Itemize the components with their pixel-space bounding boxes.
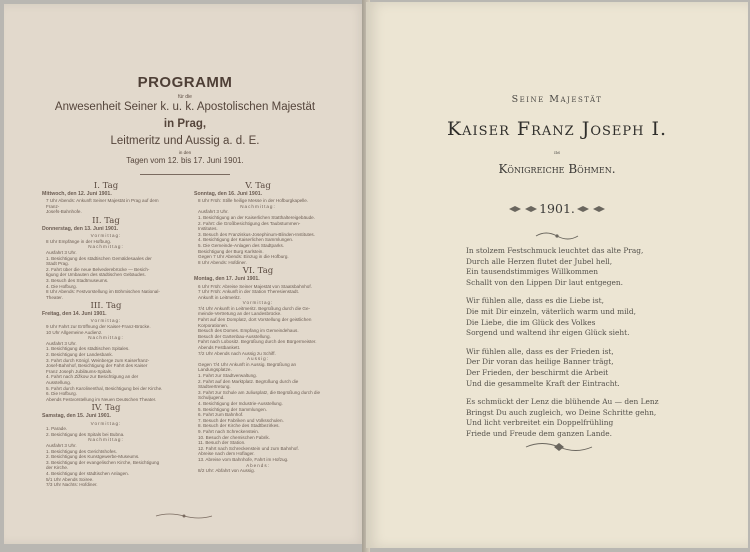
program-item: Josef-Bahnhof, Besichtigung der Fahrt des Kaiser	[46, 363, 148, 369]
program-item: 9 Uhr Fahrt zur Eröffnung der Kaiser-Franz-Brücke.	[46, 324, 151, 330]
poem-line: Friede und Freude dem ganzen Lande.	[466, 428, 612, 438]
program-item: 5. Fahrt durch Karolinenthal, Besichtigung bei der Kirche.	[46, 385, 163, 391]
program-fuer: für die	[178, 94, 192, 100]
program-item: 7 Uhr Früh: Ankunft in der Station Theresienstadt.	[198, 289, 300, 295]
program-item: 3. Besuch des Franziskus-Josephinum-Blinden-Institutes.	[198, 231, 315, 237]
program-item: 2. Fahrt auf den Marktplatz. Begrüßung durch die Stadtvertretung.	[198, 378, 299, 390]
dedication-seine-majestaet: Seine Majestät	[511, 94, 603, 105]
program-section-label: Nachmittag:	[88, 244, 124, 250]
dedication-year: 1901.	[539, 201, 575, 216]
program-day-heading: III. Tag	[90, 301, 122, 312]
program-item: 4. Besichtigung der Industrie-Ausstellung.	[198, 400, 283, 406]
poem-line: Die Liebe, die im Glück des Volkes	[466, 317, 596, 327]
program-item: 13. Abreise vom Bahnhofe, Fahrt im Hofzug.	[198, 456, 289, 462]
program-item: Abends Festbankett.	[198, 345, 241, 351]
program-item: 9. Fahrt nach Schreckenstein.	[198, 428, 260, 434]
program-item: 8 Uhr Abends: Festvorstellung im Böhmischen National-Theater.	[46, 289, 160, 300]
program-item: 3. Besuch des Stadtmuseums.	[46, 277, 109, 283]
program-day-date: Donnerstag, den 13. Juni 1901.	[42, 225, 119, 232]
program-item: der Kirche.	[46, 465, 69, 471]
program-item: 1. Besichtigung des Gerichtshofes.	[46, 448, 117, 454]
program-section-label: Vormittag:	[242, 300, 274, 306]
program-item: 10. Besuch der chemischen Fabrik.	[198, 434, 271, 440]
program-item: Gegen 7/4 Uhr Ankunft in Aussig. Begrüßung an Landungsplatze.	[198, 361, 297, 373]
program-item: 6 Uhr Früh: Abreise Seiner Majestät von Staatsbahnhof.	[198, 283, 312, 289]
poem-line: Und licht verbreitet ein Doppelfrühling	[466, 418, 614, 428]
program-item: meinde-Vertretung an der Landesbrücke.	[198, 311, 282, 317]
program-item: 8 Uhr Früh: Stille heilige Messe in der Hofburgkapelle.	[198, 198, 309, 204]
program-item: 4. Die Hofburg.	[46, 283, 77, 289]
program-item: 2. Fahrt über die neue Belvederebrücke — Besich-	[46, 266, 150, 272]
program-day-heading: IV. Tag	[91, 403, 121, 414]
program-item: Besichtigung der Burg Karlstein.	[198, 248, 264, 254]
program-day-date: Samstag, den 15. Juni 1901.	[42, 412, 111, 419]
program-title: PROGRAMM	[137, 74, 233, 91]
program-item: Abends Festvorstellung im Neuen Deutschen Theater.	[46, 396, 157, 402]
dedication-kingdom: Königreiche Böhmen.	[498, 162, 616, 176]
ornament-icon	[154, 512, 214, 520]
program-day-date: Sonntag, den 16. Juni 1901.	[194, 190, 263, 197]
program-section-label: Nachmittag:	[88, 335, 124, 341]
program-section-label: Nachmittag:	[88, 437, 124, 443]
program-day-date: Freitag, den 14. Juni 1901.	[42, 310, 107, 317]
program-dates: Tagen vom 12. bis 17. Juni 1901.	[126, 156, 244, 165]
program-item: Fahrt auf den Domplatz, dort Vorstellung der geistlichen Korporationen.	[198, 317, 312, 328]
program-item: 1. Parade.	[46, 426, 68, 432]
program-item: 4. Fahrt nach Zižkow zur Besichtigung an der	[46, 374, 139, 380]
program-section-label: Vormittag:	[90, 318, 122, 324]
program-day-heading: VI. Tag	[242, 266, 274, 277]
program-section-label: Vormittag:	[90, 420, 122, 426]
dedication-page	[366, 2, 748, 548]
program-item: Ausfahrt 3 Uhr.	[198, 209, 229, 215]
program-day-heading: V. Tag	[245, 181, 271, 191]
program-section-label: Nachmittag:	[240, 203, 276, 209]
program-day-heading: II. Tag	[92, 215, 120, 226]
program-column-left	[42, 180, 170, 488]
program-line-majesty: Anwesenheit Seiner k. u. k. Apostolischen Majestät	[54, 101, 316, 113]
program-item: 11. Besuch der Station.	[198, 440, 246, 446]
poem-stanza	[466, 296, 726, 338]
program-item: 1. Besichtigung an der Kaiserlichen Statthaltereigebäude.	[198, 214, 315, 220]
program-day-heading: I. Tag	[93, 181, 119, 191]
program-item: 1. Besichtigung des städtischen Spitales.	[46, 346, 130, 352]
program-item: 8. Besuch der Kirche des Stadtbezirkes.	[198, 423, 280, 429]
program-section-label: Vormittag:	[90, 233, 122, 239]
poem-stanza	[466, 397, 726, 439]
program-item: Abreise nach dem Hoflager.	[198, 451, 255, 457]
program-item: 6. Fahrt zum Bahnhof.	[198, 412, 244, 418]
dedication-kaiser-title: Kaiser Franz Joseph I.	[446, 118, 668, 140]
poem-line: Wir fühlen alle, dass es der Frieden ist,	[466, 346, 614, 356]
end-ornament-icon	[524, 440, 594, 454]
program-item: 7. Besuch der Fabriken und Volksschulen.	[198, 417, 284, 423]
poem-line: Bringst Du auch zugleich, wo Deine Schritte gehn,	[466, 407, 657, 417]
program-item: Gegen 7 Uhr Abends: Einzug in die Hofburg.	[198, 254, 289, 260]
program-item: 7 Uhr Abends: Ankunft Seiner Majestät in Prag auf dem Franz-	[46, 198, 159, 209]
divider	[140, 174, 230, 175]
program-item: 8 Uhr Empfänge in der Hofburg.	[46, 238, 112, 244]
poem-line: In stolzem Festschmuck leuchtet das alte Prag,	[466, 246, 644, 255]
program-item: 7/2 Uhr Abends nach Aussig zu Schiff.	[198, 350, 276, 356]
program-item: 3. Besichtigung der evangelischen Kirche, Besichtigung	[46, 459, 160, 465]
program-item: 12. Fahrt nach Schreckenstein und zum Bahnhof.	[198, 445, 299, 451]
program-item: 8 Uhr Abends: Hofdiner.	[198, 259, 247, 265]
program-item: 2. Besichtigung des Spitals bei Bubna.	[46, 431, 125, 437]
poem-line: Und die gesammelte Kraft der Eintracht.	[466, 378, 620, 388]
program-item: 1. Besichtigung des städtischen Gemäldesaales der	[46, 255, 152, 261]
program-item: 5. Besichtigung der Sammlungen.	[198, 406, 267, 412]
program-item: 4. Besichtigung der Kaiserlichen Sammlungen.	[198, 237, 294, 243]
program-item: Ausstellung.	[46, 380, 72, 385]
program-item: 10 Uhr Allgemeine Audienz.	[46, 329, 103, 335]
program-section-label: Aussig:	[246, 356, 270, 362]
program-item: 5. Die Gemeinde-Anlagen des Stadtparks.	[198, 242, 285, 248]
program-in-den: in den	[178, 150, 192, 155]
program-item: 7/3 Uhr Nachts: Hofdiner.	[46, 482, 98, 488]
poem-line: Der Dir voran das heilige Banner trägt,	[466, 357, 614, 367]
poem-line: Wir fühlen alle, dass es die Liebe ist,	[466, 296, 605, 306]
program-item: 2. Besichtigung des Kunstgewerbe-Museums.	[46, 454, 140, 460]
program-item: 1. Fahrt zur Stadtverwaltung.	[198, 373, 257, 378]
poem-line: Der Frieden, der beschirmt die Arbeit	[466, 367, 609, 377]
divider-ornament-icon	[534, 230, 580, 242]
program-section-label: Abends:	[246, 462, 270, 468]
program-line-cities: Leitmeritz und Aussig a. d. E.	[110, 135, 260, 147]
program-page	[4, 4, 366, 544]
program-item: tigung der Umbauten des städtischen Gebäudes.	[46, 272, 146, 278]
program-item: Institutes.	[198, 226, 218, 232]
program-item: 3. Fahrt zur Schule am Juliusplatz, die Begrüßung durch die Schuljugend.	[198, 389, 321, 401]
program-item: 8/2 Uhr: Abfahrt von Aussig.	[198, 468, 255, 474]
program-item: 3. Fahrt durch Königl. Weinberge zum Kaiserfranz-	[46, 357, 150, 363]
poem-line: Es schmückt der Lenz die blühende Au — den Lenz	[466, 397, 659, 407]
program-item: 2. Besichtigung der Landesbank.	[46, 352, 113, 358]
program-item: Besuch des Domes. Empfang im Gemeindehaus.	[198, 328, 299, 334]
program-column-right	[194, 180, 322, 474]
program-item: Ausfahrt 3 Uhr.	[46, 249, 77, 255]
poem-line: Durch alle Herzen flutet der Jubel hell,	[466, 256, 613, 266]
program-line-prague: in Prag,	[163, 118, 207, 130]
poem-line: Schallt von den Lippen Dir laut entgegen.	[466, 277, 624, 287]
program-item: Ausfahrt 3 Uhr.	[46, 340, 77, 346]
poem-line: Sorgend und waltend ihr eigen Glück sieht.	[466, 328, 630, 338]
poem-stanza	[466, 347, 726, 389]
program-item: Franz Joseph Jubiläums-Spitals.	[46, 368, 113, 374]
program-item: Fahrt nach Lobositz. Begrüßung durch den Bürgermeister.	[198, 339, 317, 345]
program-item: 5/1 Uhr Abends Soiree.	[46, 476, 94, 482]
program-item: 4. Besichtigung der städtischen Anlagen.	[46, 470, 129, 476]
program-day-date: Mittwoch, den 12. Juni 1901.	[42, 190, 112, 197]
program-item: 6. Die Hofburg.	[46, 391, 77, 397]
dedication-poem	[466, 246, 726, 448]
poem-stanza	[466, 246, 726, 288]
program-item: Besuch der Gartenbau-Ausstellung.	[198, 333, 271, 339]
program-item: 2. Fahrt: die Großbesichtigung des Taubstummen-	[198, 220, 301, 226]
program-item: Stadt Prag.	[46, 261, 69, 267]
program-item: 7/4 Uhr Ankunft in Leitmeritz. Begrüßung durch die Ge-	[198, 305, 311, 311]
poem-line: Ein tausendstimmiges Willkommen	[466, 267, 599, 277]
program-item: Josefs-Bahnhofe.	[46, 209, 82, 215]
program-item: Ankunft in Leitmeritz.	[198, 294, 241, 300]
program-day-date: Montag, den 17. Juni 1901.	[194, 275, 260, 282]
program-item: Ausfahrt 3 Uhr.	[46, 442, 77, 448]
dedication-im: im	[554, 150, 560, 156]
poem-line: Die mit Dir einzeln, väterlich warm und mild,	[466, 306, 636, 316]
